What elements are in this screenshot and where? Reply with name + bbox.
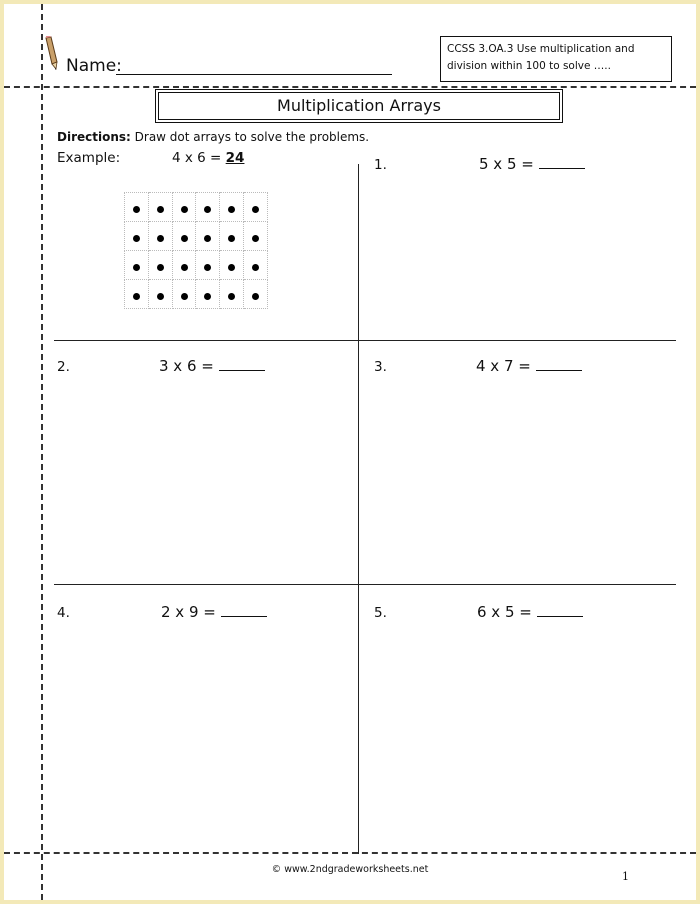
array-dot [157,235,164,242]
array-cell [125,280,149,309]
array-dot [228,293,235,300]
problem-5-answer-blank[interactable] [537,604,583,617]
directions-label: Directions: [57,130,131,144]
array-dot [133,235,140,242]
array-dot [133,264,140,271]
array-cell [125,193,149,222]
array-cell [196,193,220,222]
footer-copyright: © www.2ndgradeworksheets.net [271,864,429,875]
page-number: 1 [622,870,629,883]
problem-1-number: 1. [374,157,387,173]
title-box [155,89,563,123]
array-cell [244,222,268,251]
array-cell [148,222,172,251]
problem-5 [477,603,583,621]
array-cell [172,280,196,309]
array-dot [133,206,140,213]
problem-1-answer-blank[interactable] [539,156,585,169]
array-dot [204,235,211,242]
example-dot-array [124,192,268,304]
row-divider-2 [54,584,676,585]
problem-2-equation: 3 x 6 = [159,357,214,375]
array-dot [252,264,259,271]
problem-5-number: 5. [374,605,387,621]
array-cell [244,280,268,309]
name-label: Name: [66,56,122,76]
problem-3 [476,357,582,375]
problem-2-answer-blank[interactable] [219,358,265,371]
array-dot [204,206,211,213]
left-cut-line [41,4,43,900]
problem-4 [161,603,267,621]
problem-1-equation: 5 x 5 = [479,155,534,173]
directions [57,130,369,144]
array-cell [148,193,172,222]
array-cell [172,193,196,222]
array-dot [133,293,140,300]
pencil-icon [42,36,62,72]
array-cell [196,222,220,251]
array-cell [244,251,268,280]
array-dot [252,293,259,300]
bottom-cut-line [4,852,696,854]
array-dot [157,293,164,300]
array-dot [181,206,188,213]
problem-3-number: 3. [374,359,387,375]
top-cut-line [4,86,696,88]
array-dot [228,264,235,271]
standard-box: CCSS 3.OA.3 Use multiplication and division within 100 to solve ….. [440,36,672,82]
problem-3-answer-blank[interactable] [536,358,582,371]
row-divider-1 [54,340,676,341]
array-cell [172,251,196,280]
array-cell [244,193,268,222]
problem-2-number: 2. [57,359,70,375]
array-dot [157,206,164,213]
name-input-line[interactable] [116,74,392,75]
directions-text: Draw dot arrays to solve the problems. [130,130,370,144]
array-cell [220,280,244,309]
example-label: Example: [57,150,121,166]
array-cell [220,193,244,222]
array-cell [196,280,220,309]
problem-5-equation: 6 x 5 = [477,603,532,621]
center-divider [358,164,359,854]
worksheet-page [4,4,696,900]
array-cell [220,251,244,280]
problem-4-number: 4. [57,605,70,621]
array-dot [252,235,259,242]
problem-3-equation: 4 x 7 = [476,357,531,375]
array-dot [252,206,259,213]
page-title: Multiplication Arrays [158,92,560,120]
array-cell [148,280,172,309]
array-dot [228,235,235,242]
array-dot [181,235,188,242]
example-equation [172,150,244,166]
example-equation-text: 4 x 6 = [172,150,226,166]
problem-1 [479,155,585,173]
example-answer: 24 [225,150,245,166]
array-dot [204,293,211,300]
array-dot [181,293,188,300]
array-cell [125,251,149,280]
array-dot [228,206,235,213]
problem-4-equation: 2 x 9 = [161,603,216,621]
array-cell [125,222,149,251]
array-cell [220,222,244,251]
array-cell [196,251,220,280]
array-cell [148,251,172,280]
problem-4-answer-blank[interactable] [221,604,267,617]
array-dot [204,264,211,271]
problem-2 [159,357,265,375]
array-dot [181,264,188,271]
array-dot [157,264,164,271]
array-cell [172,222,196,251]
